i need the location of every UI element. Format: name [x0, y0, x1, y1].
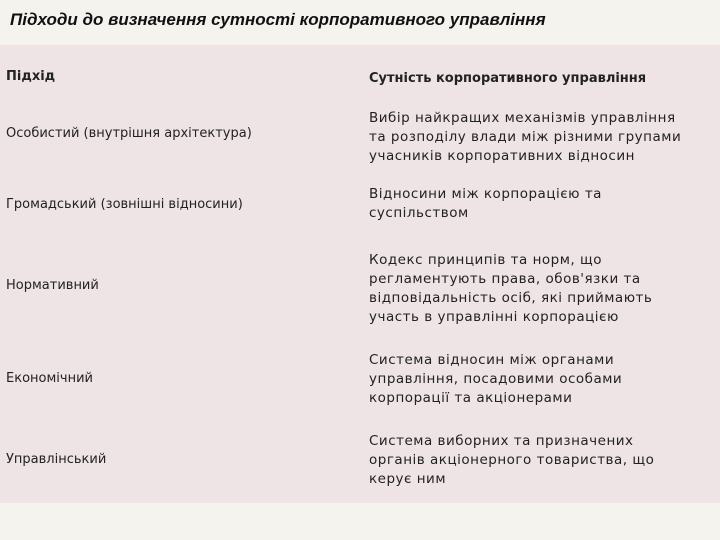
header-essence: Сутність корпоративного управління — [369, 71, 647, 86]
essence-line: суспільством — [369, 205, 469, 221]
essence-cell — [369, 432, 714, 489]
essence-cell — [369, 109, 714, 166]
essence-line: регламентують права, обов'язки та — [369, 271, 641, 287]
approach-cell: Особистий (внутрішня архітектура) — [6, 126, 252, 141]
essence-line: Вибір найкращих механізмів управління — [369, 110, 676, 126]
essence-line: відповідальність осіб, які приймають — [369, 290, 653, 306]
slide-title: Підходи до визначення сутності корпоративного управління — [10, 10, 546, 29]
header-approach: Підхід — [6, 69, 56, 84]
essence-cell — [369, 251, 714, 327]
approach-cell: Громадський (зовнішні відносини) — [6, 197, 243, 212]
bottom-band — [0, 503, 720, 540]
essence-line: органів акціонерного товариства, що — [369, 452, 655, 468]
essence-line: Відносини між корпорацією та — [369, 186, 602, 202]
approach-cell: Економічний — [6, 371, 93, 386]
essence-line: учасників корпоративних відносин — [369, 148, 635, 164]
approach-cell: Нормативний — [6, 278, 99, 293]
essence-line: корпорації та акціонерами — [369, 390, 573, 406]
essence-line: Система виборних та призначених — [369, 433, 634, 449]
essence-line: та розподілу влади між різними групами — [369, 129, 682, 145]
essence-line: участь в управлінні корпорацією — [369, 309, 619, 325]
essence-line: Кодекс принципів та норм, що — [369, 252, 602, 268]
essence-line: керує ним — [369, 471, 447, 487]
approaches-table — [0, 45, 720, 503]
essence-cell — [369, 351, 714, 408]
essence-line: Система відносин між органами — [369, 352, 615, 368]
essence-line: управління, посадовими особами — [369, 371, 623, 387]
approach-cell: Управлінський — [6, 452, 107, 467]
essence-cell — [369, 185, 714, 223]
